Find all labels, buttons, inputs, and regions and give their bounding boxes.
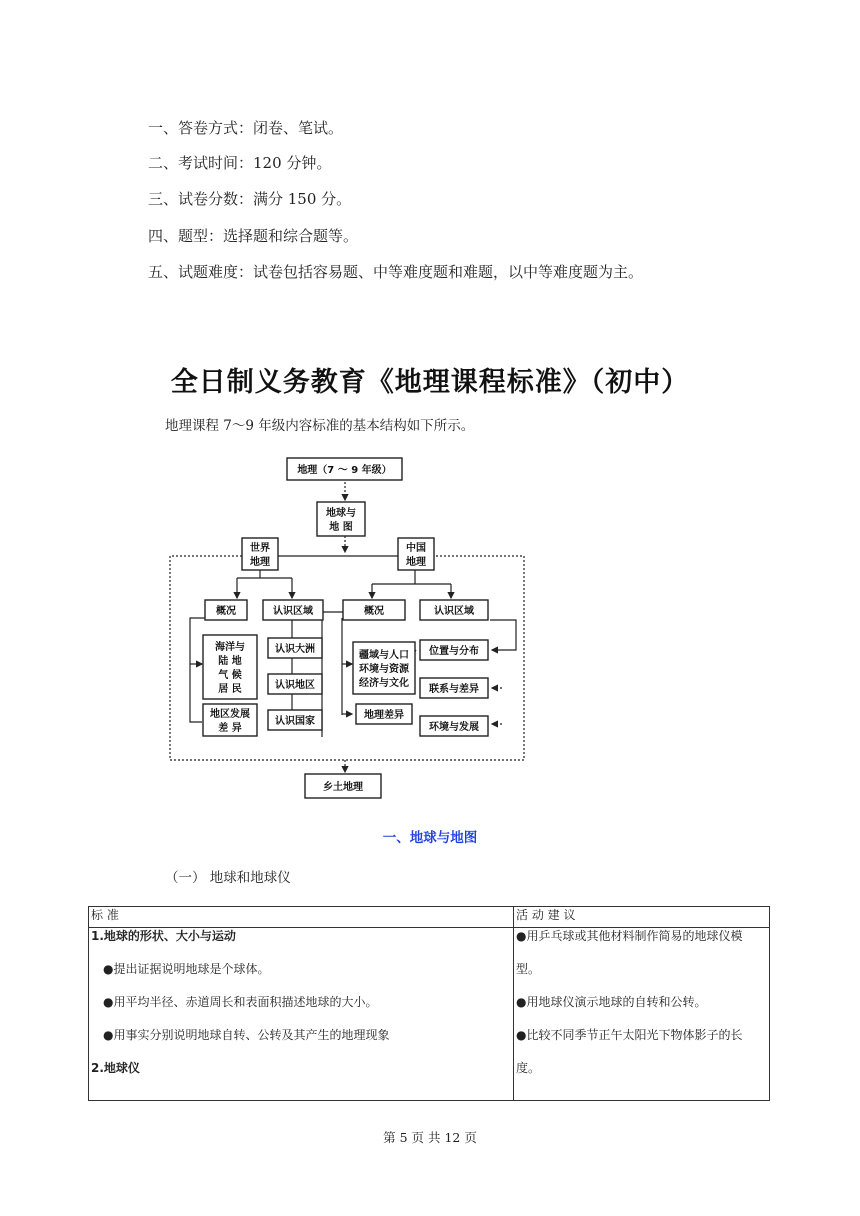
svg-text:联系与差异: 联系与差异 bbox=[429, 684, 479, 695]
svg-text:疆域与人口: 疆域与人口 bbox=[359, 650, 409, 661]
svg-text:认识大洲: 认识大洲 bbox=[275, 644, 315, 655]
curriculum-structure-diagram bbox=[162, 452, 532, 804]
svg-text:陆 地: 陆 地 bbox=[218, 656, 242, 667]
svg-text:中国: 中国 bbox=[406, 543, 426, 554]
exam-info-line: 四、题型：选择题和综合题等。 bbox=[148, 227, 359, 245]
standards-cell bbox=[89, 928, 514, 1101]
intro-text: 地理课程 7～9 年级内容标准的基本结构如下所示。 bbox=[165, 418, 475, 434]
svg-text:地球与: 地球与 bbox=[326, 508, 356, 519]
svg-text:居 民: 居 民 bbox=[218, 684, 242, 695]
activity-line: ●用乒乓球或其他材料制作简易的地球仪模 bbox=[516, 929, 743, 943]
svg-text:地理差异: 地理差异 bbox=[364, 710, 404, 721]
document-title: 全日制义务教育《地理课程标准》（初中） bbox=[170, 367, 690, 398]
standard-title: 2.地球仪 bbox=[91, 1061, 140, 1075]
svg-text:认识国家: 认识国家 bbox=[275, 716, 315, 727]
activity-line: 型。 bbox=[516, 962, 541, 976]
standard-title: 1.地球的形状、大小与运动 bbox=[91, 929, 236, 943]
svg-text:地理: 地理 bbox=[406, 557, 426, 568]
page-footer: 第 5 页 共 12 页 bbox=[383, 1130, 477, 1145]
svg-text:概况: 概况 bbox=[364, 606, 384, 617]
activity-line: ●比较不同季节正午太阳光下物体影子的长 bbox=[516, 1028, 743, 1042]
standard-item: ●用事实分别说明地球自转、公转及其产生的地理现象 bbox=[103, 1028, 390, 1042]
standards-table bbox=[88, 906, 770, 1101]
svg-text:认识地区: 认识地区 bbox=[275, 680, 315, 691]
table-header-standard: 标 准 bbox=[89, 907, 514, 928]
exam-info-line: 三、试卷分数：满分 150 分。 bbox=[148, 190, 352, 208]
activity-line: 度。 bbox=[516, 1061, 541, 1075]
table-header-activity: 活 动 建 议 bbox=[514, 907, 770, 928]
svg-text:世界: 世界 bbox=[250, 543, 270, 554]
svg-text:地 图: 地 图 bbox=[329, 522, 353, 533]
exam-info-line: 五、试题难度：试卷包括容易题、中等难度题和难题，以中等难度题为主。 bbox=[148, 263, 644, 281]
svg-text:经济与文化: 经济与文化 bbox=[359, 678, 409, 689]
svg-text:乡土地理: 乡土地理 bbox=[323, 782, 363, 793]
exam-info-line: 二、考试时间：120 分钟。 bbox=[148, 154, 332, 172]
svg-text:认识区域: 认识区域 bbox=[273, 606, 313, 617]
svg-text:地理: 地理 bbox=[250, 557, 270, 568]
diagram-root: 地理（7 ～ 9 年级） bbox=[297, 465, 392, 476]
standard-item: ●用平均半径、赤道周长和表面积描述地球的大小。 bbox=[103, 995, 378, 1009]
svg-text:认识区域: 认识区域 bbox=[434, 606, 474, 617]
activity-line: ●用地球仪演示地球的自转和公转。 bbox=[516, 995, 707, 1009]
svg-text:海洋与: 海洋与 bbox=[215, 642, 245, 653]
exam-info-line: 一、答卷方式：闭卷、笔试。 bbox=[148, 119, 344, 137]
svg-text:差 异: 差 异 bbox=[218, 723, 242, 734]
standard-item: ●提出证据说明地球是个球体。 bbox=[103, 962, 270, 976]
svg-text:环境与发展: 环境与发展 bbox=[429, 722, 479, 733]
svg-text:环境与资源: 环境与资源 bbox=[359, 664, 409, 675]
subsection-heading: （一） 地球和地球仪 bbox=[165, 870, 291, 886]
activities-cell bbox=[514, 928, 770, 1101]
svg-text:概况: 概况 bbox=[216, 606, 236, 617]
svg-text:地区发展: 地区发展 bbox=[210, 709, 250, 720]
svg-text:位置与分布: 位置与分布 bbox=[429, 646, 479, 657]
svg-text:气 候: 气 候 bbox=[218, 670, 242, 681]
section-heading: 一、地球与地图 bbox=[382, 830, 478, 846]
